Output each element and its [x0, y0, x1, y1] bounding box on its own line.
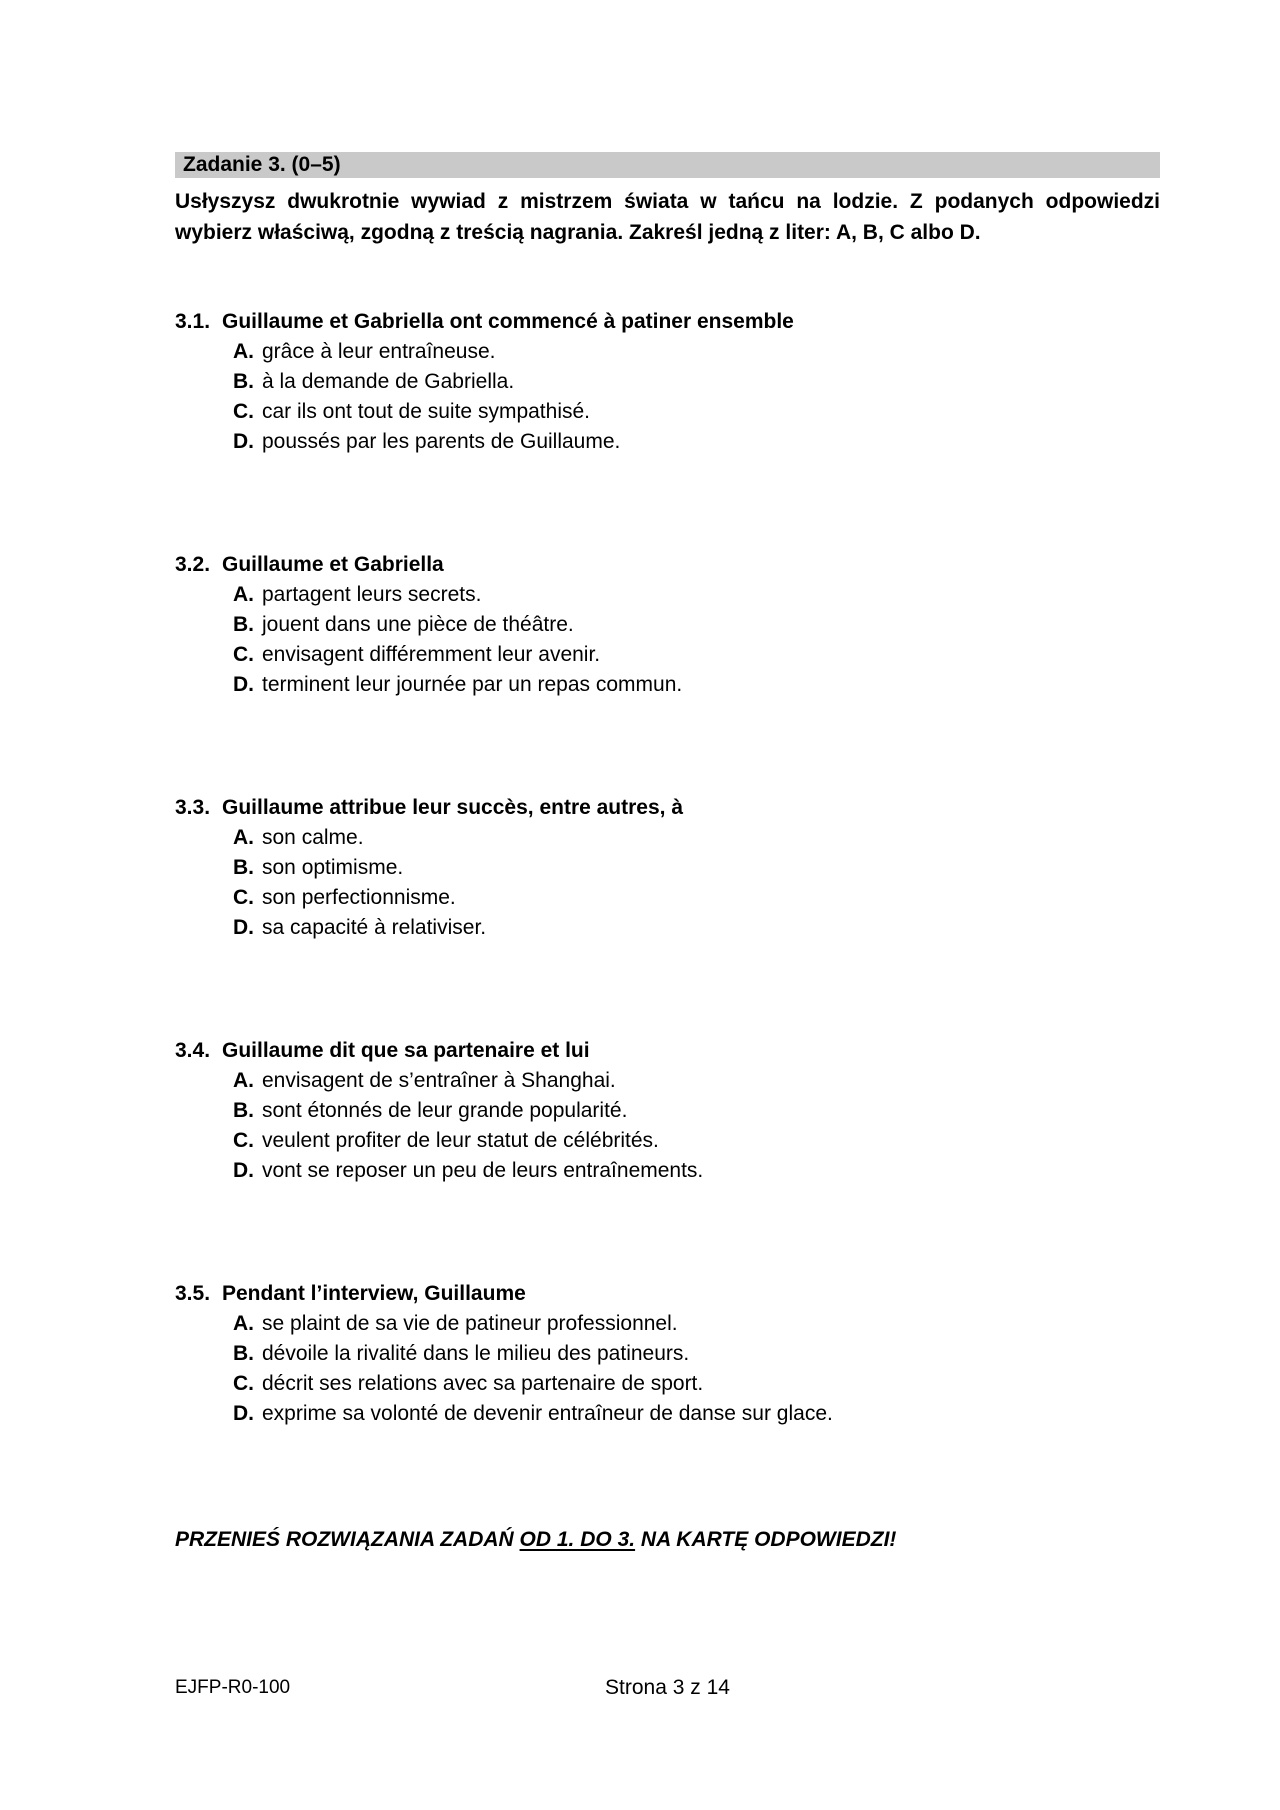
option-text: jouent dans une pièce de théâtre. [262, 613, 574, 636]
option-text: terminent leur journée par un repas commun. [262, 673, 683, 696]
option-row-a [233, 337, 1160, 367]
option-text: car ils ont tout de suite sympathisé. [262, 400, 590, 423]
option-row-c [233, 1369, 1160, 1399]
option-letter: C. [233, 400, 254, 423]
option-letter: B. [233, 1099, 254, 1122]
option-row-a [233, 823, 1160, 853]
question-title-row [175, 307, 1160, 337]
option-text: exprime sa volonté de devenir entraîneur de danse sur glace. [262, 1402, 833, 1425]
option-letter: A. [233, 340, 254, 363]
question-title-row [175, 550, 1160, 580]
question-number: 3.4. [175, 1039, 211, 1062]
option-letter: D. [233, 916, 254, 939]
options-list [233, 1066, 1160, 1186]
option-text: son calme. [262, 826, 364, 849]
option-letter: A. [233, 826, 254, 849]
option-text: envisagent différemment leur avenir. [262, 643, 601, 666]
option-row-a [233, 580, 1160, 610]
options-list [233, 580, 1160, 700]
option-row-d [233, 427, 1160, 457]
option-text: décrit ses relations avec sa partenaire de sport. [262, 1372, 704, 1395]
exam-page [175, 0, 1160, 1810]
options-list [233, 823, 1160, 943]
option-row-a [233, 1066, 1160, 1096]
option-row-c [233, 1126, 1160, 1156]
question-number: 3.5. [175, 1282, 211, 1305]
option-letter: D. [233, 1159, 254, 1182]
option-letter: B. [233, 856, 254, 879]
option-row-c [233, 883, 1160, 913]
option-text: partagent leurs secrets. [262, 583, 482, 606]
question-title: Guillaume et Gabriella [222, 553, 444, 576]
option-letter: A. [233, 583, 254, 606]
option-row-d [233, 913, 1160, 943]
transfer-instruction [175, 1525, 1160, 1555]
option-row-d [233, 670, 1160, 700]
question-number: 3.1. [175, 310, 211, 333]
option-text: envisagent de s’entraîner à Shanghai. [262, 1069, 616, 1092]
option-row-b [233, 1339, 1160, 1369]
task-header-label: Zadanie 3. (0–5) [183, 153, 341, 176]
option-text: se plaint de sa vie de patineur professionnel. [262, 1312, 678, 1335]
options-list [233, 337, 1160, 457]
transfer-underlined-range: OD 1. DO 3. [519, 1528, 636, 1551]
question-3-1 [175, 307, 1160, 457]
option-text: à la demande de Gabriella. [262, 370, 515, 393]
question-title: Guillaume dit que sa partenaire et lui [222, 1039, 590, 1062]
option-letter: C. [233, 643, 254, 666]
option-row-b [233, 853, 1160, 883]
option-letter: B. [233, 1342, 254, 1365]
option-row-b [233, 1096, 1160, 1126]
option-text: sa capacité à relativiser. [262, 916, 487, 939]
option-text: sont étonnés de leur grande popularité. [262, 1099, 628, 1122]
question-number: 3.3. [175, 796, 211, 819]
option-letter: A. [233, 1069, 254, 1092]
option-letter: C. [233, 1129, 254, 1152]
page-footer [175, 1674, 1160, 1702]
option-row-b [233, 610, 1160, 640]
option-row-d [233, 1156, 1160, 1186]
transfer-suffix: NA KARTĘ ODPOWIEDZI! [635, 1528, 897, 1551]
option-letter: C. [233, 886, 254, 909]
option-letter: A. [233, 1312, 254, 1335]
option-letter: D. [233, 430, 254, 453]
option-text: vont se reposer un peu de leurs entraînements. [262, 1159, 704, 1182]
option-letter: B. [233, 613, 254, 636]
option-text: grâce à leur entraîneuse. [262, 340, 496, 363]
option-row-c [233, 397, 1160, 427]
option-text: son perfectionnisme. [262, 886, 456, 909]
question-3-5 [175, 1279, 1160, 1429]
option-row-a [233, 1309, 1160, 1339]
exam-sheet-code: EJFP-R0-100 [175, 1677, 291, 1698]
option-text: poussés par les parents de Guillaume. [262, 430, 621, 453]
task-instructions: Usłyszysz dwukrotnie wywiad z mistrzem świata w tańcu na lodzie. Z podanych odpowiedzi wybierz właściwą, zgodną z treścią nagrania. Zakreśl jedną z liter: A, B, C albo D. [175, 190, 1160, 244]
question-number: 3.2. [175, 553, 211, 576]
option-text: son optimisme. [262, 856, 404, 879]
option-letter: D. [233, 673, 254, 696]
option-text: veulent profiter de leur statut de célébrités. [262, 1129, 659, 1152]
page-number: Strona 3 z 14 [605, 1676, 730, 1699]
option-letter: D. [233, 1402, 254, 1425]
option-letter: C. [233, 1372, 254, 1395]
question-3-4 [175, 1036, 1160, 1186]
question-title-row [175, 1279, 1160, 1309]
question-title-row [175, 793, 1160, 823]
option-text: dévoile la rivalité dans le milieu des patineurs. [262, 1342, 690, 1365]
question-title: Guillaume et Gabriella ont commencé à patiner ensemble [222, 310, 794, 333]
option-row-c [233, 640, 1160, 670]
question-3-2 [175, 550, 1160, 700]
options-list [233, 1309, 1160, 1429]
question-3-3 [175, 793, 1160, 943]
option-letter: B. [233, 370, 254, 393]
question-title-row [175, 1036, 1160, 1066]
option-row-d [233, 1399, 1160, 1429]
task-header-bar [175, 152, 1160, 178]
transfer-prefix: PRZENIEŚ ROZWIĄZANIA ZADAŃ [175, 1528, 520, 1551]
option-row-b [233, 367, 1160, 397]
question-title: Pendant l’interview, Guillaume [222, 1282, 526, 1305]
question-title: Guillaume attribue leur succès, entre autres, à [222, 796, 684, 819]
